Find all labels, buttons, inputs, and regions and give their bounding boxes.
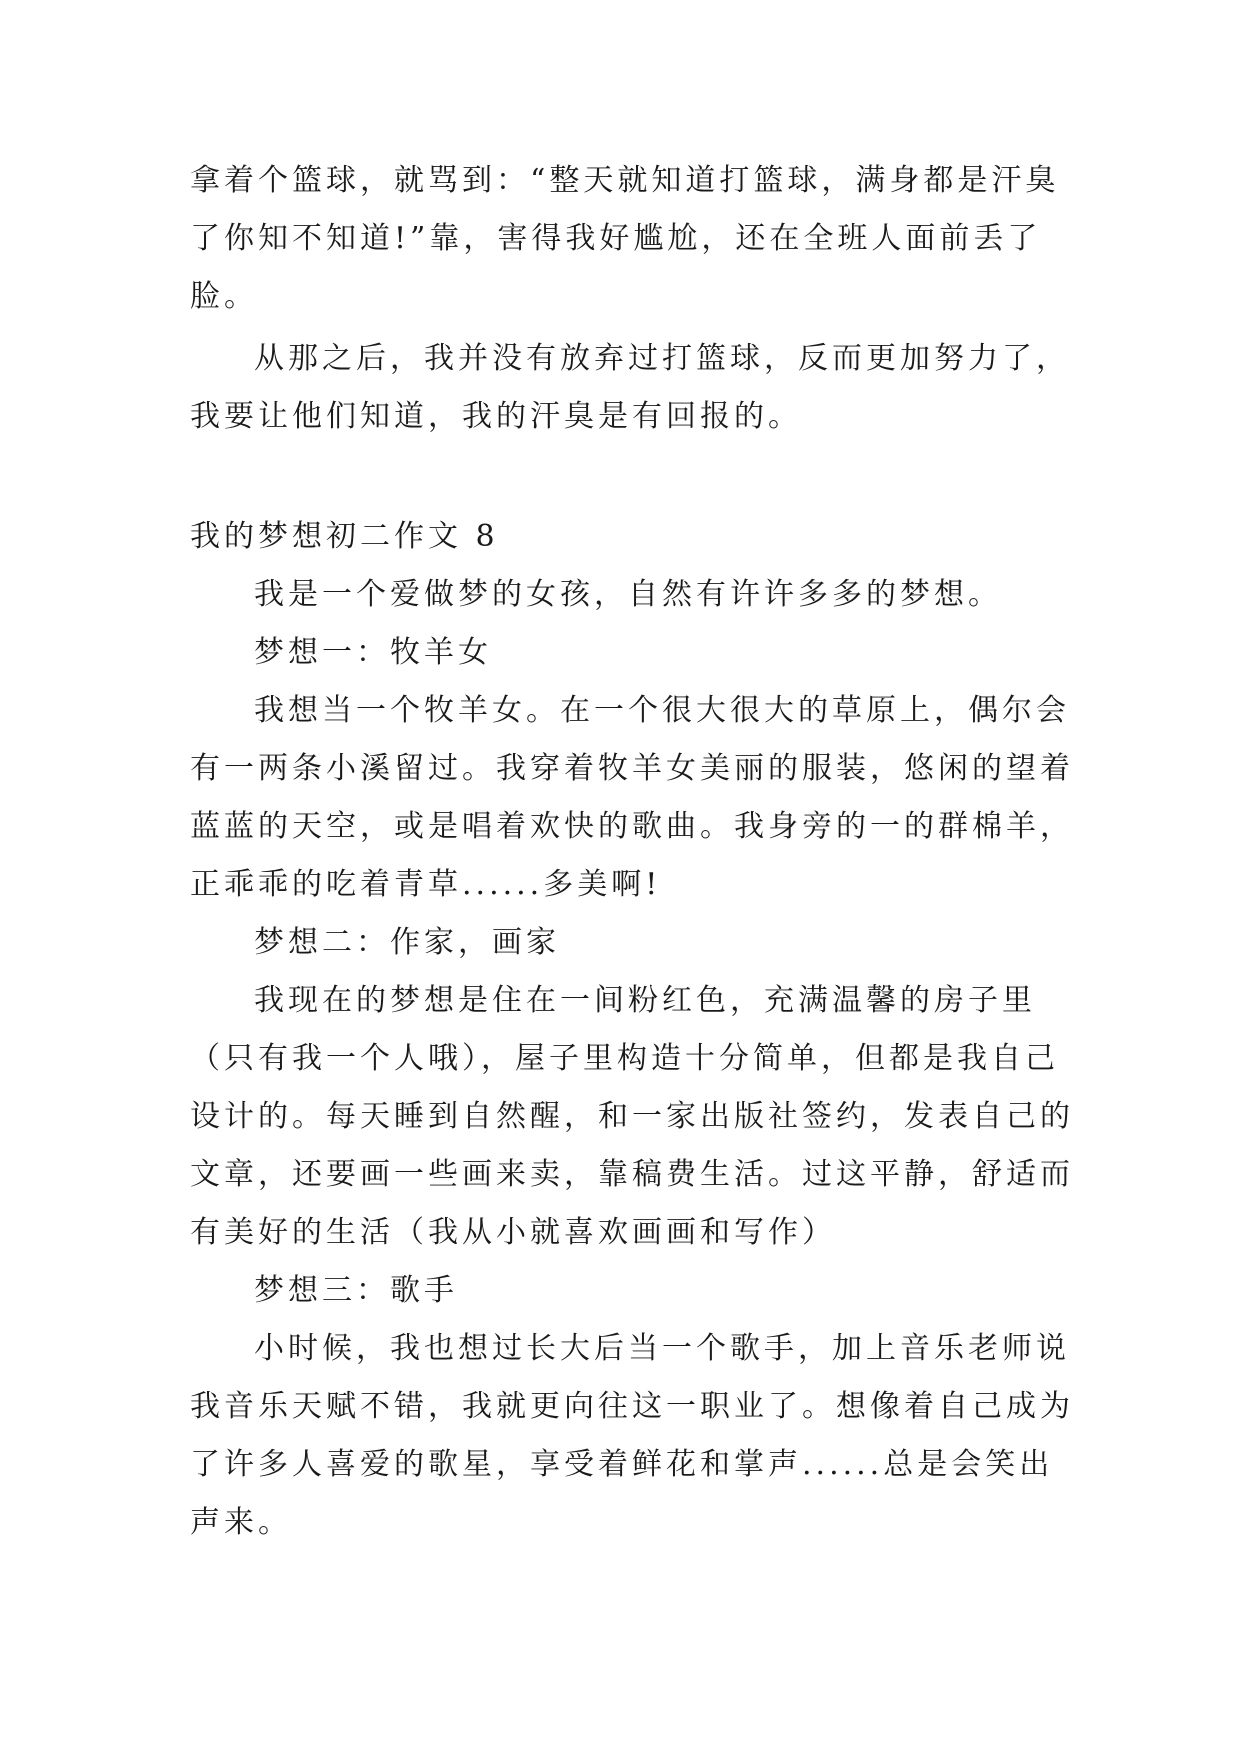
paragraph-line: 我是一个爱做梦的女孩，自然有许许多多的梦想。 bbox=[254, 577, 1002, 612]
dream3-heading: 梦想三：歌手 bbox=[254, 1273, 458, 1308]
paragraph-line: 正乖乖的吃着青草......多美啊! bbox=[190, 867, 662, 902]
paragraph-line: 小时候，我也想过长大后当一个歌手，加上音乐老师说 bbox=[254, 1331, 1070, 1366]
dream3-section bbox=[190, 1262, 1074, 1552]
essay-title-block bbox=[190, 508, 1060, 566]
paragraph-line: 了你知不知道!”靠，害得我好尴尬，还在全班人面前丢了 bbox=[190, 221, 1042, 256]
paragraph-line: 我想当一个牧羊女。在一个很大很大的草原上，偶尔会 bbox=[254, 693, 1070, 728]
paragraph-line: 了许多人喜爱的歌星，享受着鲜花和掌声......总是会笑出 bbox=[190, 1447, 1054, 1482]
paragraph-line: 拿着个篮球，就骂到：“整天就知道打篮球，满身都是汗臭 bbox=[190, 163, 1060, 198]
paragraph-line: 从那之后，我并没有放弃过打篮球，反而更加努力了， bbox=[254, 341, 1070, 376]
after-paragraph bbox=[190, 330, 1070, 446]
paragraph-line: （只有我一个人哦），屋子里构造十分简单，但都是我自己 bbox=[190, 1041, 1059, 1076]
paragraph-line: 我要让他们知道，我的汗臭是有回报的。 bbox=[190, 399, 802, 434]
dream1-section bbox=[190, 624, 1074, 914]
continuation-paragraph bbox=[190, 152, 1060, 326]
essay-title: 我的梦想初二作文 8 bbox=[190, 519, 499, 554]
dream2-section bbox=[190, 914, 1074, 1262]
paragraph-line: 我现在的梦想是住在一间粉红色，充满温馨的房子里 bbox=[254, 983, 1036, 1018]
paragraph-line: 设计的。每天睡到自然醒，和一家出版社签约，发表自己的 bbox=[190, 1099, 1074, 1134]
dream2-heading: 梦想二：作家，画家 bbox=[254, 925, 560, 960]
paragraph-line: 声来。 bbox=[190, 1505, 292, 1540]
paragraph-line: 有美好的生活（我从小就喜欢画画和写作） bbox=[190, 1215, 836, 1250]
paragraph-line: 脸。 bbox=[190, 279, 258, 314]
paragraph-line: 蓝蓝的天空，或是唱着欢快的歌曲。我身旁的一的群棉羊， bbox=[190, 809, 1074, 844]
intro-paragraph bbox=[190, 566, 1060, 624]
paragraph-line: 有一两条小溪留过。我穿着牧羊女美丽的服装，悠闲的望着 bbox=[190, 751, 1074, 786]
paragraph-line: 文章，还要画一些画来卖，靠稿费生活。过这平静，舒适而 bbox=[190, 1157, 1074, 1192]
dream1-heading: 梦想一：牧羊女 bbox=[254, 635, 492, 670]
paragraph-line: 我音乐天赋不错，我就更向往这一职业了。想像着自己成为 bbox=[190, 1389, 1074, 1424]
